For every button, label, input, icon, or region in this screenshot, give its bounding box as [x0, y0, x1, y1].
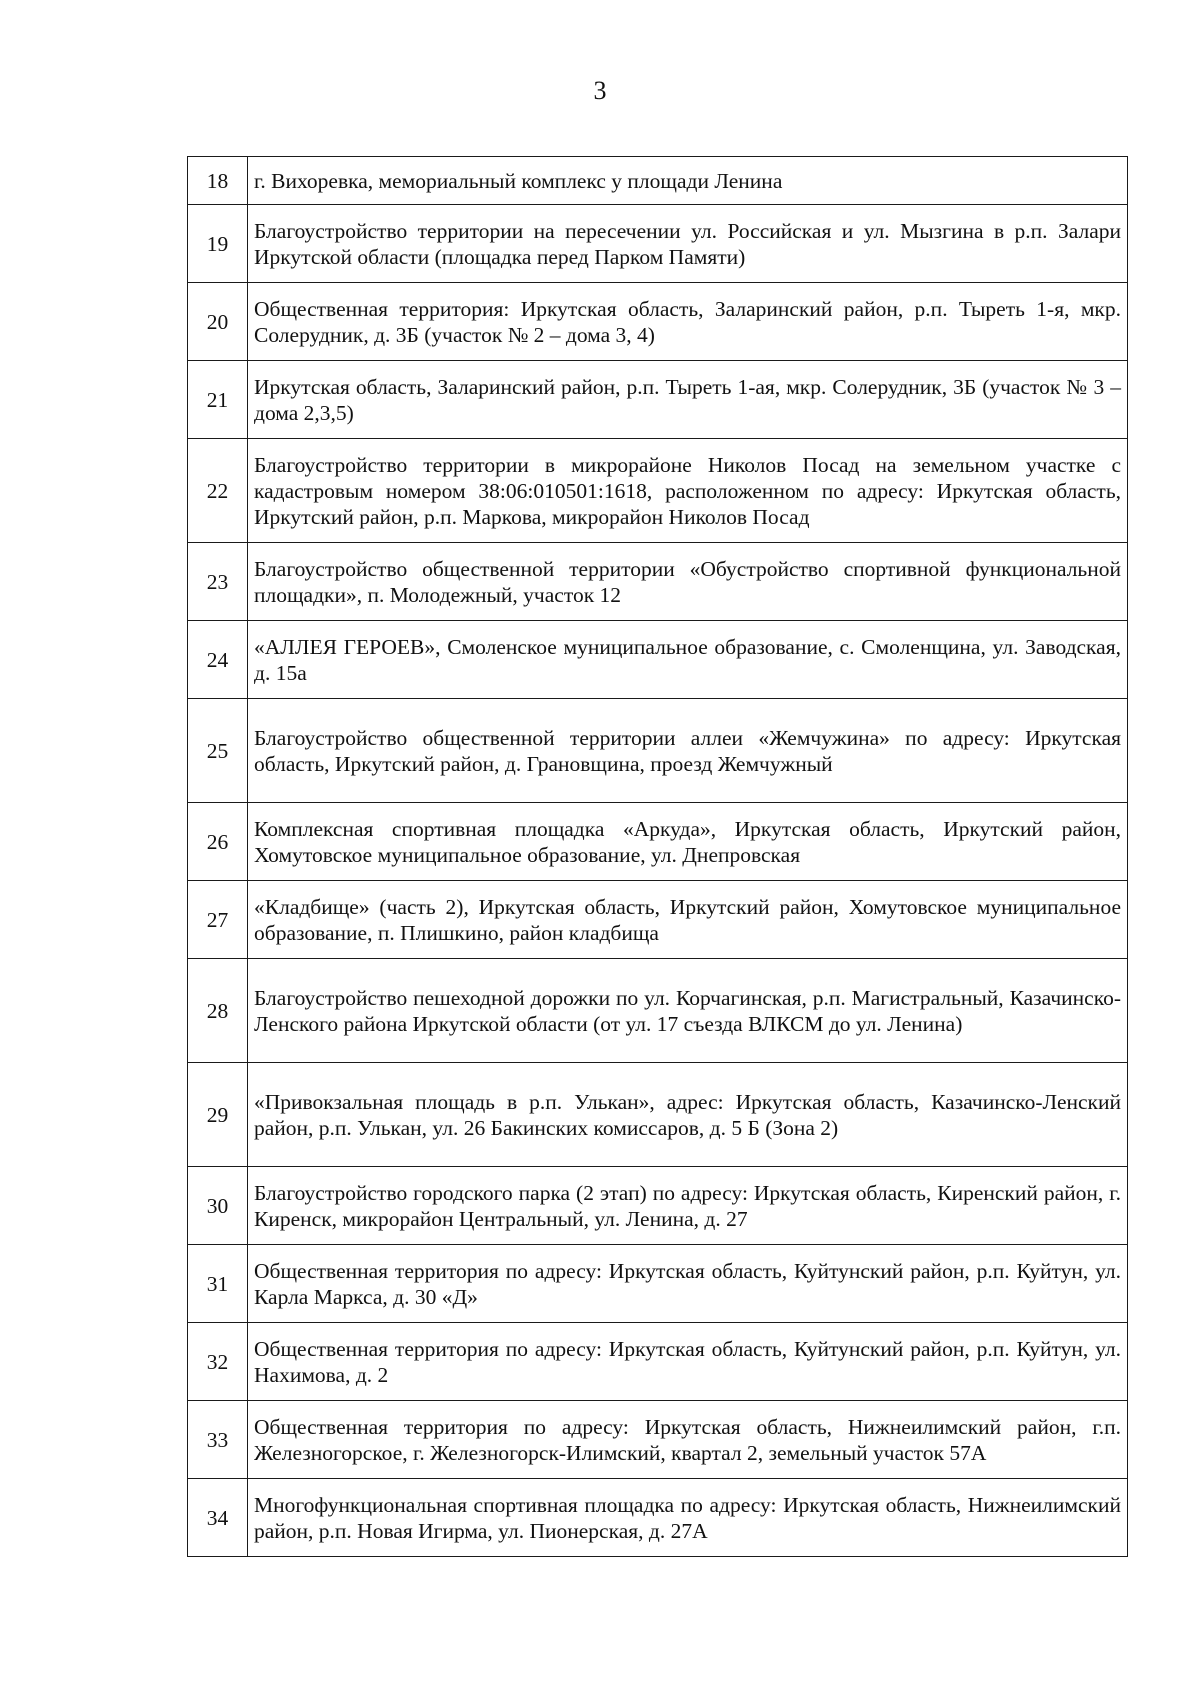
territory-description: Благоустройство городского парка (2 этап) по адресу: Иркутская область, Киренский район, г. Киренск, микрорайон Центральный, ул. Ленина, д. 27 [248, 1167, 1128, 1245]
row-number: 21 [188, 361, 248, 439]
territory-description: Общественная территория: Иркутская область, Заларинский район, р.п. Тыреть 1-я, мкр. Солерудник, д. 3Б (участок № 2 – дома 3, 4) [248, 283, 1128, 361]
table-row [188, 699, 1128, 803]
row-number: 24 [188, 621, 248, 699]
territory-description: Благоустройство общественной территории аллеи «Жемчужина» по адресу: Иркутская область, Иркутский район, д. Грановщина, проезд Жемчужный [248, 699, 1128, 803]
territory-description: Общественная территория по адресу: Иркутская область, Куйтунский район, р.п. Куйтун, ул. Карла Маркса, д. 30 «Д» [248, 1245, 1128, 1323]
territory-description: Иркутская область, Заларинский район, р.п. Тыреть 1-ая, мкр. Солерудник, 3Б (участок № 3 – дома 2,3,5) [248, 361, 1128, 439]
territory-description: Многофункциональная спортивная площадка по адресу: Иркутская область, Нижнеилимский район, р.п. Новая Игирма, ул. Пионерская, д. 27А [248, 1479, 1128, 1557]
table-row [188, 361, 1128, 439]
territory-description: «АЛЛЕЯ ГЕРОЕВ», Смоленское муниципальное образование, с. Смоленщина, ул. Заводская, д. 15а [248, 621, 1128, 699]
table-row [188, 1063, 1128, 1167]
table-row [188, 543, 1128, 621]
territory-description: Благоустройство территории на пересечении ул. Российская и ул. Мызгина в р.п. Залари Иркутской области (площадка перед Парком Памяти) [248, 205, 1128, 283]
table-row [188, 621, 1128, 699]
row-number: 25 [188, 699, 248, 803]
territory-description: Общественная территория по адресу: Иркутская область, Нижнеилимский район, г.п. Железногорское, г. Железногорск-Илимский, квартал 2, земельный участок 57А [248, 1401, 1128, 1479]
territory-description: «Кладбище» (часть 2), Иркутская область, Иркутский район, Хомутовское муниципальное образование, п. Плишкино, район кладбища [248, 881, 1128, 959]
row-number: 26 [188, 803, 248, 881]
row-number: 29 [188, 1063, 248, 1167]
territory-description: «Привокзальная площадь в р.п. Улькан», адрес: Иркутская область, Казачинско-Ленский район, р.п. Улькан, ул. 26 Бакинских комиссаров, д. 5 Б (Зона 2) [248, 1063, 1128, 1167]
territory-description: Благоустройство пешеходной дорожки по ул. Корчагинская, р.п. Магистральный, Казачинско-Ленского района Иркутской области (от ул. 17 съезда ВЛКСМ до ул. Ленина) [248, 959, 1128, 1063]
table-row [188, 439, 1128, 543]
table-row [188, 205, 1128, 283]
row-number: 18 [188, 157, 248, 205]
row-number: 19 [188, 205, 248, 283]
table-row [188, 1323, 1128, 1401]
table-row [188, 959, 1128, 1063]
table-row [188, 1401, 1128, 1479]
row-number: 32 [188, 1323, 248, 1401]
table-row [188, 283, 1128, 361]
row-number: 31 [188, 1245, 248, 1323]
table-row [188, 157, 1128, 205]
territory-description: Благоустройство общественной территории «Обустройство спортивной функциональной площадки», п. Молодежный, участок 12 [248, 543, 1128, 621]
row-number: 30 [188, 1167, 248, 1245]
territory-table [187, 156, 1128, 1557]
territory-description: Общественная территория по адресу: Иркутская область, Куйтунский район, р.п. Куйтун, ул. Нахимова, д. 2 [248, 1323, 1128, 1401]
table-row [188, 1167, 1128, 1245]
table-row [188, 803, 1128, 881]
table-row [188, 1479, 1128, 1557]
table-row [188, 1245, 1128, 1323]
table-row [188, 881, 1128, 959]
territory-description: Благоустройство территории в микрорайоне Николов Посад на земельном участке с кадастровым номером 38:06:010501:1618, расположенном по адресу: Иркутская область, Иркутский район, р.п. Маркова, микрорайон Николов Посад [248, 439, 1128, 543]
row-number: 23 [188, 543, 248, 621]
row-number: 20 [188, 283, 248, 361]
row-number: 33 [188, 1401, 248, 1479]
row-number: 22 [188, 439, 248, 543]
row-number: 34 [188, 1479, 248, 1557]
row-number: 27 [188, 881, 248, 959]
page-number: 3 [593, 76, 607, 105]
territory-description: г. Вихоревка, мемориальный комплекс у площади Ленина [248, 157, 1128, 205]
territory-description: Комплексная спортивная площадка «Аркуда», Иркутская область, Иркутский район, Хомутовское муниципальное образование, ул. Днепровская [248, 803, 1128, 881]
row-number: 28 [188, 959, 248, 1063]
